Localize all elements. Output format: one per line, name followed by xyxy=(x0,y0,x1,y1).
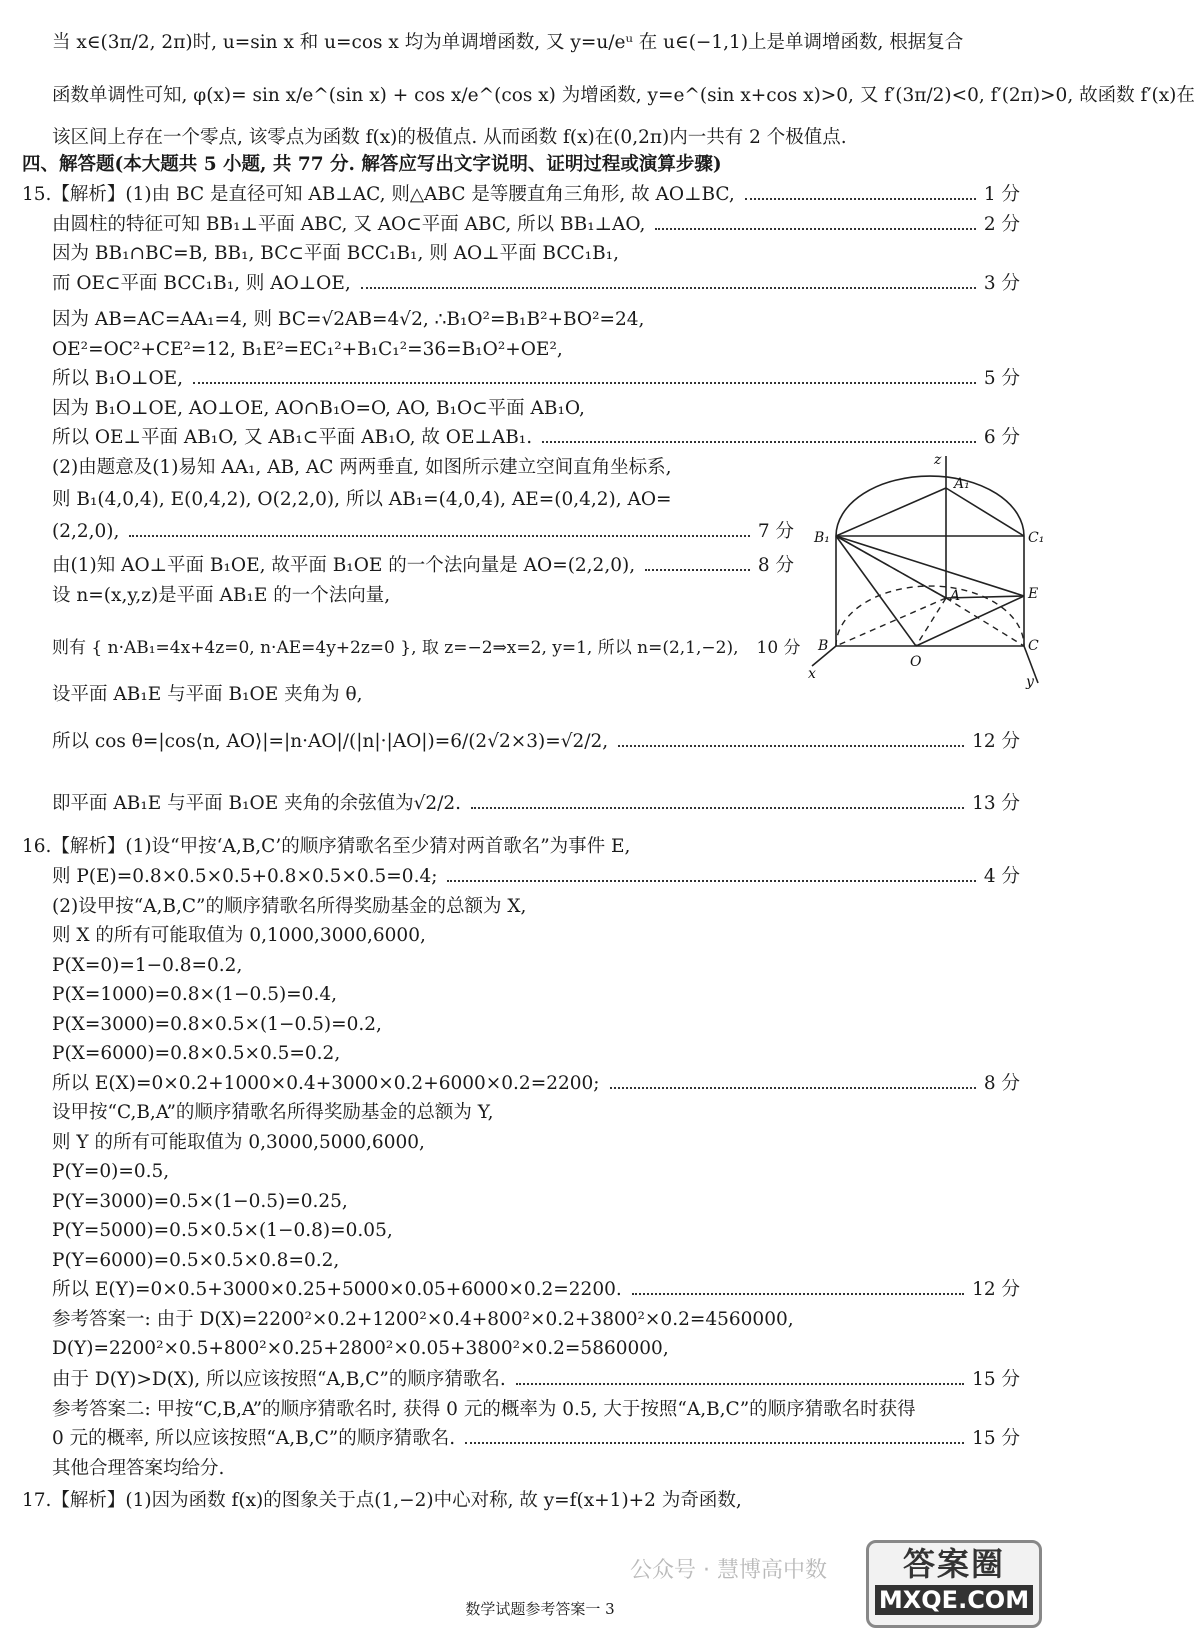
score-label: 15 分 xyxy=(972,1369,1020,1390)
q16-line: D(Y)=2200²×0.5+800²×0.25+2800²×0.05+3800²×0.2=5860000, xyxy=(52,1338,669,1359)
q16-line: P(Y=5000)=0.5×0.5×(1−0.8)=0.05, xyxy=(52,1220,393,1241)
q15-line: 设平面 AB₁E 与平面 B₁OE 夹角为 θ, xyxy=(52,684,363,705)
wechat-watermark: 公众号 · 慧博高中数 xyxy=(630,1558,827,1583)
q16-line: P(Y=3000)=0.5×(1−0.5)=0.25, xyxy=(52,1191,348,1212)
score-label: 13 分 xyxy=(972,793,1020,814)
score-label: 8 分 xyxy=(757,555,794,576)
score-label: 12 分 xyxy=(972,1279,1020,1300)
q16-line: 参考答案二: 甲按“C,B,A”的顺序猜歌名时, 获得 0 元的概率为 0.5, 大于按照“A,B,C”的顺序猜歌名时获得 xyxy=(52,1399,916,1420)
q15-line: 由圆柱的特征可知 BB₁⊥平面 ABC, 又 AO⊂平面 ABC, 所以 BB₁⊥AO, 2 分 xyxy=(52,214,1020,235)
q16-line: 所以 E(Y)=0×0.5+3000×0.25+5000×0.05+6000×0.2=2200. 12 分 xyxy=(52,1279,1020,1300)
label-e: E xyxy=(1028,586,1039,602)
q15-line: 设 n=(x,y,z)是平面 AB₁E 的一个法向量, xyxy=(52,585,391,606)
q15-line: 因为 BB₁∩BC=B, BB₁, BC⊂平面 BCC₁B₁, 则 AO⊥平面 BCC₁B₁, xyxy=(52,243,619,264)
label-a: A xyxy=(950,588,961,604)
q15-line: 而 OE⊂平面 BCC₁B₁, 则 AO⊥OE, 3 分 xyxy=(52,273,1020,294)
q16-line: P(X=1000)=0.8×(1−0.5)=0.4, xyxy=(52,984,337,1005)
text-line: 当 x∈(3π/2, 2π)时, u=sin x 和 u=cos x 均为单调增函数, 又 y=u/eᵘ 在 u∈(−1,1)上是单调增函数, 根据复合 xyxy=(52,32,964,53)
q15-line: 则有 { n·AB₁=4x+4z=0, n·AE=4y+2z=0 }, 取 z=−2⇒x=2, y=1, 所以 n=(2,1,−2), 10 分 xyxy=(52,638,801,658)
score-label: 10 分 xyxy=(756,638,801,658)
score-label: 2 分 xyxy=(983,214,1020,235)
q16-line: 参考答案一: 由于 D(X)=2200²×0.2+1200²×0.4+800²×0.2+3800²×0.2=4560000, xyxy=(52,1309,794,1330)
q16-line: 16.【解析】(1)设“甲按‘A,B,C’的顺序猜歌名至少猜对两首歌名”为事件 E, xyxy=(22,836,631,857)
q15-line: OE²=OC²+CE²=12, B₁E²=EC₁²+B₁C₁²=36=B₁O²+OE², xyxy=(52,339,563,360)
q16-line: P(Y=0)=0.5, xyxy=(52,1161,170,1182)
q16-line: 所以 E(X)=0×0.2+1000×0.4+3000×0.2+6000×0.2=2200; 8 分 xyxy=(52,1073,1020,1094)
score-label: 8 分 xyxy=(983,1073,1020,1094)
q16-line: 则 X 的所有可能取值为 0,1000,3000,6000, xyxy=(52,925,426,946)
q16-line: P(Y=6000)=0.5×0.5×0.8=0.2, xyxy=(52,1250,340,1271)
score-label: 1 分 xyxy=(983,184,1020,205)
q15-line: 因为 AB=AC=AA₁=4, 则 BC=√2AB=4√2, ∴B₁O²=B₁B²+BO²=24, xyxy=(52,309,645,330)
q15-line: 15.【解析】(1)由 BC 是直径可知 AB⊥AC, 则△ABC 是等腰直角三角形, 故 AO⊥BC, 1 分 xyxy=(22,184,1020,205)
score-label: 15 分 xyxy=(972,1428,1020,1449)
label-b1: B₁ xyxy=(814,530,830,546)
label-o: O xyxy=(910,654,922,670)
q16-line: 则 P(E)=0.8×0.5×0.5+0.8×0.5×0.5=0.4; 4 分 xyxy=(52,866,1020,887)
cylinder-figure xyxy=(806,448,1045,690)
score-label: 4 分 xyxy=(983,866,1020,887)
logo-top-text: 答案圈 xyxy=(902,1545,1005,1583)
q15-line: 所以 B₁O⊥OE, 5 分 xyxy=(52,368,1020,389)
logo-bottom-text: MXQE.COM xyxy=(875,1585,1033,1615)
q15-line: 由(1)知 AO⊥平面 B₁OE, 故平面 B₁OE 的一个法向量是 AO=(2,2,0), 8 分 xyxy=(52,555,794,576)
score-label: 7 分 xyxy=(757,521,794,542)
section-heading: 四、解答题(本大题共 5 小题, 共 77 分. 解答应写出文字说明、证明过程或演算步骤) xyxy=(22,154,722,175)
q15-line: 所以 cos θ=|cos⟨n, AO⟩|=|n·AO|/(|n|·|AO|)=6/(2√2×3)=√2/2, 12 分 xyxy=(52,731,1020,752)
text-line: 该区间上存在一个零点, 该零点为函数 f(x)的极值点. 从而函数 f(x)在(0,2π)内一共有 2 个极值点. xyxy=(52,127,847,148)
score-label: 6 分 xyxy=(983,427,1020,448)
q16-line: P(X=6000)=0.8×0.5×0.5=0.2, xyxy=(52,1043,341,1064)
label-b: B xyxy=(818,638,829,654)
q15-line: (2)由题意及(1)易知 AA₁, AB, AC 两两垂直, 如图所示建立空间直角坐标系, xyxy=(52,457,672,478)
q16-line: (2)设甲按“A,B,C”的顺序猜歌名所得奖励基金的总额为 X, xyxy=(52,896,527,917)
score-label: 5 分 xyxy=(983,368,1020,389)
q15-line: (2,2,0), 7 分 xyxy=(52,521,794,542)
score-label: 12 分 xyxy=(972,731,1020,752)
q17-line: 17.【解析】(1)因为函数 f(x)的图象关于点(1,−2)中心对称, 故 y=f(x+1)+2 为奇函数, xyxy=(22,1490,742,1511)
q15-line: 则 B₁(4,0,4), E(0,4,2), O(2,2,0), 所以 AB₁=(4,0,4), AE=(0,4,2), AO= xyxy=(52,489,672,510)
text-line: 函数单调性可知, φ(x)= sin x/e^(sin x) + cos x/e^(cos x) 为增函数, y=e^(sin x+cos x)>0, 又 f′(3π/2)<0, f′(2π)>0, 故函数 f′(x)在 xyxy=(52,85,1195,106)
q16-line: 设甲按“C,B,A”的顺序猜歌名所得奖励基金的总额为 Y, xyxy=(52,1102,494,1123)
label-c1: C₁ xyxy=(1028,530,1045,546)
q16-line: 其他合理答案均给分. xyxy=(52,1458,225,1479)
score-label: 3 分 xyxy=(983,273,1020,294)
label-x: x xyxy=(808,666,816,682)
label-z: z xyxy=(934,452,942,468)
label-y: y xyxy=(1026,674,1034,690)
q16-line: P(X=3000)=0.8×0.5×(1−0.5)=0.2, xyxy=(52,1014,382,1035)
label-a1: A₁ xyxy=(954,476,970,492)
q15-line: 所以 OE⊥平面 AB₁O, 又 AB₁⊂平面 AB₁O, 故 OE⊥AB₁. 6 分 xyxy=(52,427,1020,448)
q16-line: 则 Y 的所有可能取值为 0,3000,5000,6000, xyxy=(52,1132,425,1153)
q16-line: P(X=0)=1−0.8=0.2, xyxy=(52,955,243,976)
page-footer: 数学试题参考答案一 3 xyxy=(465,1600,615,1618)
q15-line: 即平面 AB₁E 与平面 B₁OE 夹角的余弦值为√2/2. 13 分 xyxy=(52,793,1020,814)
q16-line: 0 元的概率, 所以应该按照“A,B,C”的顺序猜歌名. 15 分 xyxy=(52,1428,1020,1449)
label-c: C xyxy=(1028,638,1039,654)
q16-line: 由于 D(Y)>D(X), 所以应该按照“A,B,C”的顺序猜歌名. 15 分 xyxy=(52,1369,1020,1390)
q15-line: 因为 B₁O⊥OE, AO⊥OE, AO∩B₁O=O, AO, B₁O⊂平面 AB₁O, xyxy=(52,398,585,419)
top-arc xyxy=(836,476,1024,536)
